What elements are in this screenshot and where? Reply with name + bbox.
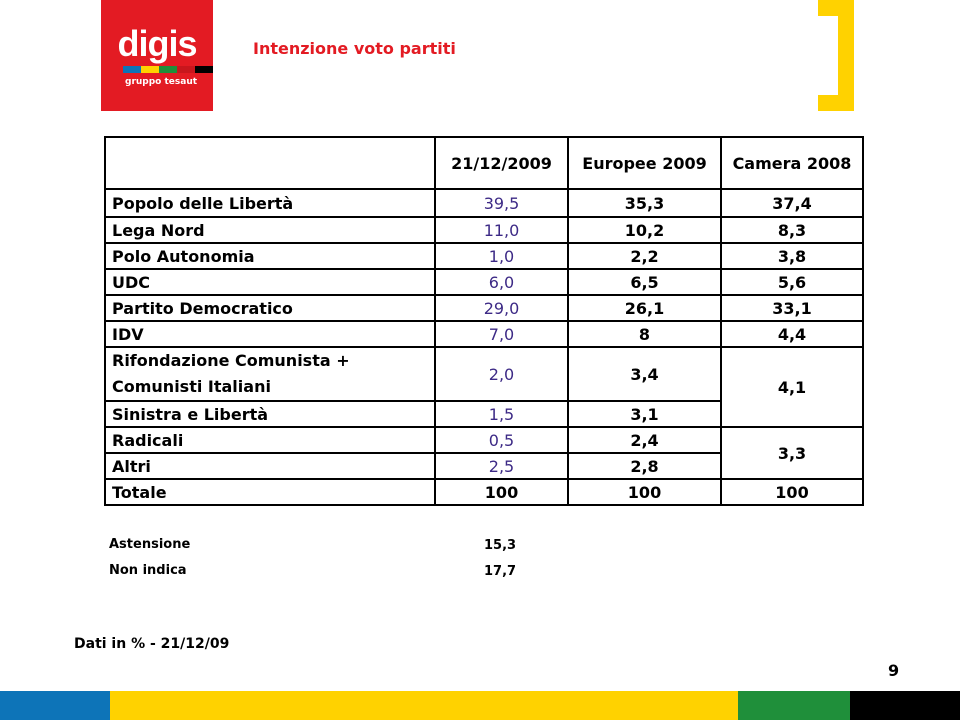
col-header-camera: Camera 2008 — [722, 138, 862, 190]
logo-stripes — [123, 66, 213, 73]
value-europee: 3,4 — [569, 348, 722, 402]
logo-subtitle: gruppo tesaut — [125, 77, 198, 87]
extra-value-non-indica: 17,7 — [484, 564, 517, 579]
value-2009: 6,0 — [436, 270, 569, 296]
value-2009: 1,0 — [436, 244, 569, 270]
value-europee-total: 100 — [569, 480, 722, 504]
extra-label-non-indica: Non indica — [109, 563, 187, 578]
yellow-bracket-decoration — [818, 0, 854, 111]
value-camera-merged: 3,3 — [722, 428, 862, 480]
extra-value-astensione: 15,3 — [484, 538, 517, 553]
value-camera: 37,4 — [722, 190, 862, 218]
value-camera: 4,4 — [722, 322, 862, 348]
value-europee: 26,1 — [569, 296, 722, 322]
value-europee: 8 — [569, 322, 722, 348]
value-camera: 33,1 — [722, 296, 862, 322]
row-label: Altri — [106, 454, 436, 480]
row-label-line2: Comunisti Italiani — [112, 377, 271, 396]
row-label: Partito Democratico — [106, 296, 436, 322]
value-2009: 29,0 — [436, 296, 569, 322]
logo-text: digis — [117, 23, 197, 64]
bar-blue — [0, 691, 110, 720]
row-label — [106, 348, 436, 402]
value-europee: 35,3 — [569, 190, 722, 218]
page-title: Intenzione voto partiti — [253, 39, 456, 58]
bar-yellow — [110, 691, 738, 720]
value-europee: 3,1 — [569, 402, 722, 428]
value-2009: 7,0 — [436, 322, 569, 348]
vote-table — [104, 136, 864, 506]
logo-stripe-blue — [123, 66, 141, 73]
row-label: Popolo delle Libertà — [106, 190, 436, 218]
value-camera-total: 100 — [775, 482, 809, 502]
bar-black — [850, 691, 960, 720]
page-number: 9 — [888, 661, 900, 680]
footnote: Dati in % - 21/12/09 — [74, 636, 230, 652]
value-europee: 2,4 — [569, 428, 722, 454]
value-2009: 1,5 — [436, 402, 569, 428]
row-label: IDV — [106, 322, 436, 348]
value-2009: 39,5 — [436, 190, 569, 218]
value-camera: 3,8 — [722, 244, 862, 270]
digis-logo — [101, 0, 213, 111]
value-2009: 0,5 — [436, 428, 569, 454]
extra-label-astensione: Astensione — [109, 537, 191, 552]
col-header-europee: Europee 2009 — [569, 138, 722, 190]
col-header-2009: 21/12/2009 — [436, 138, 569, 190]
value-europee: 2,8 — [569, 454, 722, 480]
value-2009: 2,5 — [436, 454, 569, 480]
value-2009: 11,0 — [436, 218, 569, 244]
bottom-color-bar — [0, 691, 960, 720]
row-label-total: Totale — [106, 480, 436, 504]
value-camera-merged: 4,1 — [722, 348, 862, 428]
value-europee: 2,2 — [569, 244, 722, 270]
bar-green — [738, 691, 850, 720]
logo-stripe-yellow — [141, 66, 159, 73]
header-blank — [106, 138, 436, 190]
logo-stripe-black — [195, 66, 213, 73]
row-label: Lega Nord — [106, 218, 436, 244]
value-europee: 6,5 — [569, 270, 722, 296]
value-camera: 8,3 — [722, 218, 862, 244]
value-2009-total: 100 — [436, 480, 569, 504]
value-europee: 10,2 — [569, 218, 722, 244]
logo-stripe-green — [159, 66, 177, 73]
value-2009: 2,0 — [436, 348, 569, 402]
row-label: Radicali — [106, 428, 436, 454]
row-label-line1: Rifondazione Comunista + — [112, 351, 350, 370]
logo-stripe-red — [177, 66, 195, 73]
row-label: Polo Autonomia — [106, 244, 436, 270]
row-label: UDC — [106, 270, 436, 296]
value-camera: 5,6 — [722, 270, 862, 296]
row-label: Sinistra e Libertà — [106, 402, 436, 428]
